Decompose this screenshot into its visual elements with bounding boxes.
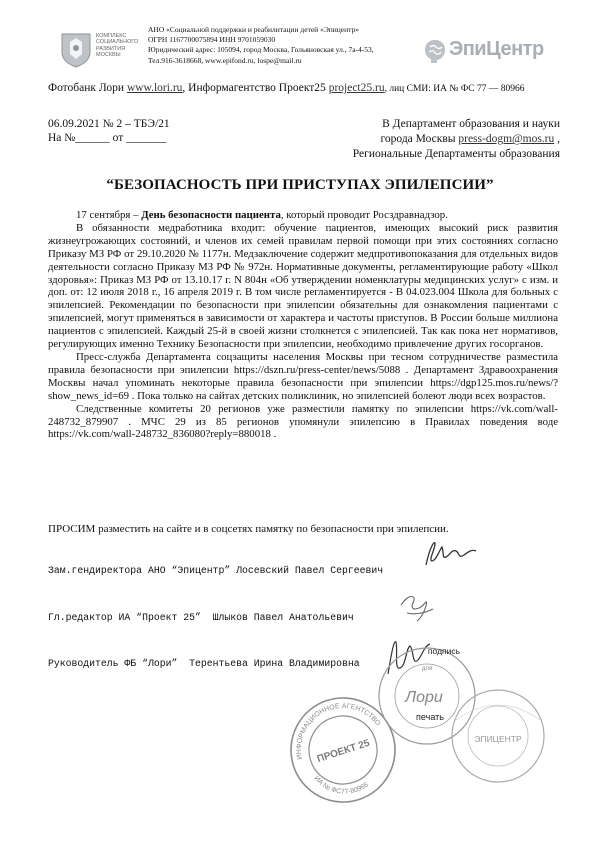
outgoing-number: 06.09.2021 № 2 – ТБЭ/21 (48, 118, 170, 130)
signature-line-lori: Руководитель ФБ “Лори” Терентьева Ирина Владимировна (48, 658, 360, 669)
project25-stamp-ring-bottom: ИА № ФС77-80966 (312, 774, 370, 796)
letter-body (48, 209, 558, 441)
lori-stamp-top: подпись (427, 646, 461, 656)
brain-icon (423, 38, 447, 64)
project25-link[interactable]: project25.ru (328, 82, 385, 94)
handwritten-signature-shlykov (395, 585, 440, 625)
lori-link[interactable]: www.lori.ru (126, 82, 183, 94)
epicentr-stamp-center: ЭПИЦЕНТР (474, 734, 522, 744)
paragraph-duties: В обязанности медработника входит: обучение пациентов, имеющих высокий риск развития жизнеугрожающих состояний, и членов их семей правилам первой помощи при этих состояниях согласно Приказу МЗ РФ от 29.10.2020 № 1177н. Медзаключение содержит медпротивопоказания для отдельных видов деятельности согласно Приказу МЗ РФ № 972н. Нормативные документы, регламентирующие работу «Школ здоровья»: Приказ МЗ РФ от 13.10.17 г. N 804н «Об утверждении номенклатуры медицинских услуг» с изм. и доп. от: 12 июля 2018 г., 16 апреля 2019 г. В том числе регламентируется - В 04.023.004 Школа для больных с эпилепсией. Рекомендации по безопасности при эпилепсии обязательны для ознакомления пациентами с эпилепсией, могут применяться в зависимости от характера и частоты приступов. В России больше миллиона пациентов с эпилепсией. Каждый 25-й в своей жизни столкнется с эпилепсией. Так как пока нет нормативов, регулирующих именно Технику Безопасности при эпилепсии, необходимо привлечение других госорганов. (48, 221, 558, 351)
project25-stamp-center: ПРОЕКТ 25 (315, 737, 372, 766)
recipient-email-link[interactable]: press-dogm@mos.ru (458, 133, 555, 145)
media-line: Фотобанк Лори www.lori.ru, Информагентство Проект25 project25.ru, лиц СМИ: ИА № ФС 77 — 80966 (48, 82, 525, 94)
epicentr-logo (423, 36, 573, 66)
epicentr-stamp (448, 680, 548, 790)
emblem-caption: КОМПЛЕКС СОЦИАЛЬНОГО РАЗВИТИЯ МОСКВЫ (96, 33, 139, 58)
org-contacts: Тел.916-3618668, www.epifond.ru, lospe@mail.ru (148, 55, 302, 65)
request-line: ПРОСИМ разместить на сайте и в соцсетях памятку по безопасности при эпилепсии. (48, 523, 449, 535)
document-title: “БЕЗОПАСНОСТЬ ПРИ ПРИСТУПАХ ЭПИЛЕПСИИ” (106, 177, 494, 193)
org-ogrn: ОГРН 1167700075894 ИНН 9701059030 (148, 35, 276, 45)
paragraph-press-service: Пресс-служба Департамента соцзащиты населения Москвы при тесном сотрудничестве разместила правила безопасности при эпилепсии https://dszn.ru/press-center/news/5088 . Департамент Здравоохранения Москвы начал упоминать некоторые правила безопасности при эпилепсии https://dgp125.mos.ru/news/?show_news_id=69 . Пока только на сайтах детских поликлиник, но эпилепсией болеют люди всех возрастов. (48, 350, 558, 402)
signature-line-epicentr: Зам.гендиректора АНО “Эпицентр” Лосевский Павел Сергеевич (48, 565, 384, 576)
lori-stamp-center: Лори (405, 689, 443, 706)
moscow-emblem-icon (60, 30, 92, 68)
org-details (148, 25, 393, 66)
intro-paragraph: 17 сентября – День безопасности пациента, который проводит Росздравнадзор. (76, 209, 448, 221)
project25-stamp-ring-top: ИНФОРМАЦИОННОЕ АГЕНТСТВО (295, 702, 382, 760)
lori-stamp-small: для (421, 666, 433, 672)
handwritten-signature-losevsky (420, 537, 480, 572)
paragraph-regions: Следственные комитеты 20 регионов уже разместили памятку по эпилепсии https://vk.com/wall-248732_879907 . МЧС 29 из 85 регионов упомянули эпилепсию в Правилах поведения воде https://vk.com/wall-248732_836080?reply=880018 . (48, 402, 558, 441)
incoming-number: На №______ от _______ (48, 132, 167, 144)
recipient-block: В Департамент образования и науки города Москвы press-dogm@mos.ru , Региональные Департаменты образования (352, 118, 560, 160)
lori-stamp-bottom: печать (416, 712, 444, 722)
document-reference (48, 117, 170, 145)
org-address: Юридический адрес: 105094, город Москва, Гольяновская ул., 7а-4-53, (148, 45, 374, 55)
brand-name: ЭпиЦентр (449, 38, 544, 60)
signature-line-project25: Гл.редактор ИА “Проект 25” Шлыков Павел Анатольевич (48, 612, 354, 623)
org-name: АНО «Социальной поддержки и реабилитации детей «Эпицентр» (148, 25, 360, 34)
